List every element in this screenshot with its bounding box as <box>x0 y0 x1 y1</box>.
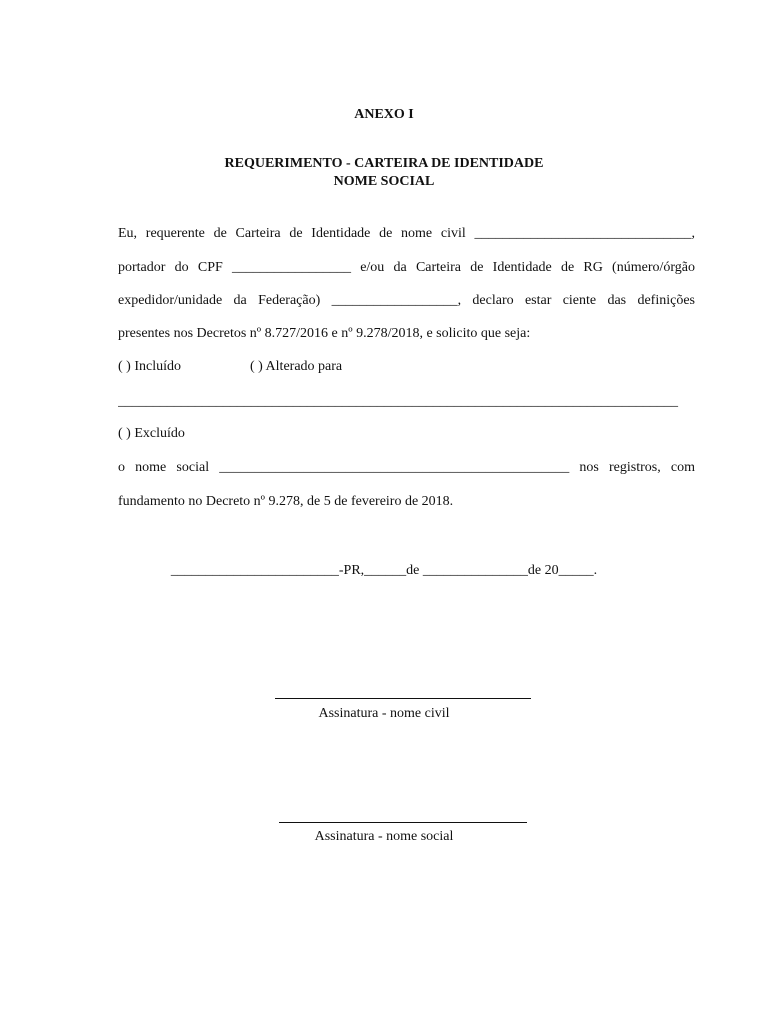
civil-signature-line <box>275 698 531 699</box>
option-included: ( ) Incluído <box>118 359 181 374</box>
social-signature-line <box>279 822 527 823</box>
civil-signature-label: Assinatura - nome civil <box>318 706 450 721</box>
document-title: REQUERIMENTO - CARTEIRA DE IDENTIDADE <box>224 156 544 171</box>
new-name-blank-line: ________________________________________________________________________________ <box>118 394 678 409</box>
document-subtitle: NOME SOCIAL <box>333 174 435 189</box>
option-altered: ( ) Alterado para <box>250 359 343 374</box>
paragraph-line-4: presentes nos Decretos nº 8.727/2016 e nº 9.278/2018, e solicito que seja: <box>118 326 531 341</box>
paragraph-line-2: portador do CPF _________________ e/ou da Carteira de Identidade de RG (número/órgão <box>118 260 695 275</box>
option-excluded: ( ) Excluído <box>118 426 185 441</box>
paragraph-line-3: expedidor/unidade da Federação) __________________, declaro estar ciente das definições <box>118 293 695 308</box>
paragraph-line-6: fundamento no Decreto nº 9.278, de 5 de fevereiro de 2018. <box>118 494 454 509</box>
paragraph-line-5: o nome social __________________________________________________ nos registros, com <box>118 460 695 475</box>
annex-heading: ANEXO I <box>354 107 414 122</box>
social-signature-label: Assinatura - nome social <box>314 829 454 844</box>
place-date-line: ________________________-PR,______de _______________de 20_____. <box>170 563 598 578</box>
paragraph-line-1: Eu, requerente de Carteira de Identidade de nome civil _______________________________, <box>118 226 695 241</box>
